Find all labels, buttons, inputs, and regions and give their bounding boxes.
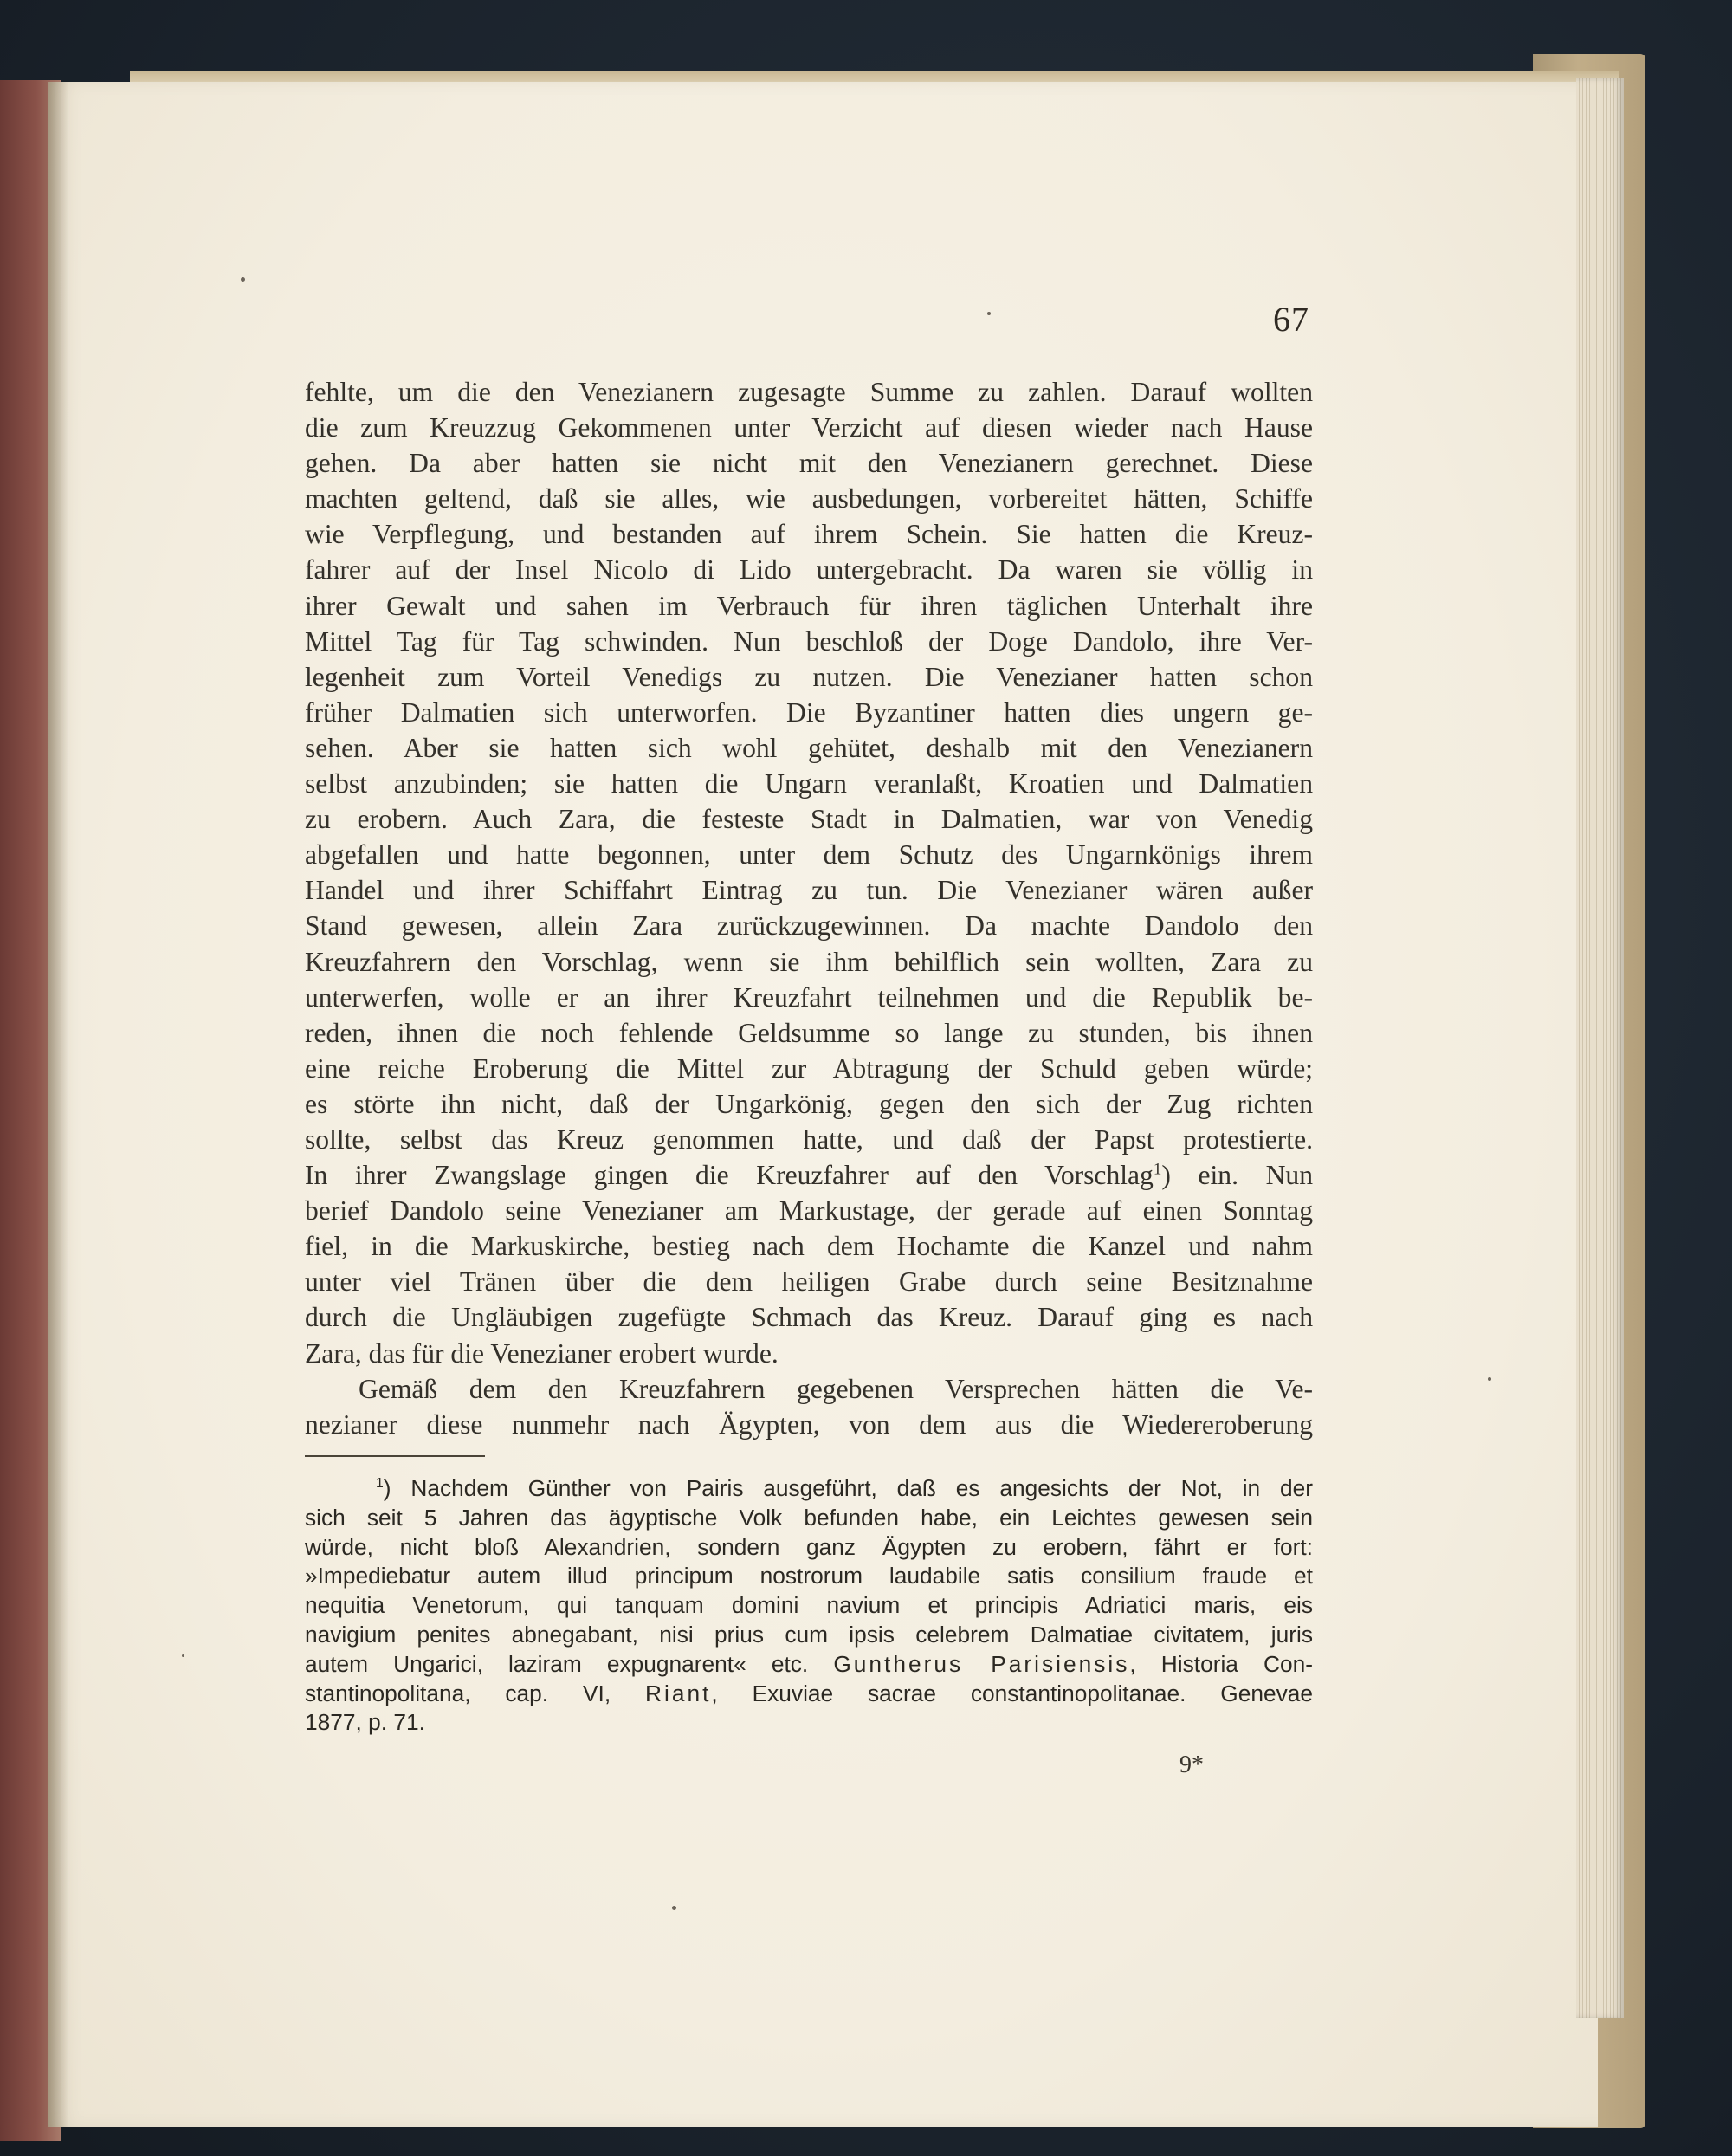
text-line: Stand gewesen, allein Zara zurückzugewinnen. Da machte Dandolo den [305, 910, 1313, 942]
text-line: eine reiche Eroberung die Mittel zur Abtragung der Schuld geben würde; [305, 1052, 1313, 1084]
text-line: selbst anzubinden; sie hatten die Ungarn veranlaßt, Kroatien und Dalmatien [305, 768, 1313, 800]
footnote-reference: 1 [1153, 1160, 1162, 1179]
text-line: legenheit zum Vorteil Venedigs zu nutzen. Die Venezianer hatten schon [305, 661, 1313, 692]
text-line: gehen. Da aber hatten sie nicht mit den Venezianern gerechnet. Diese [305, 448, 1313, 479]
text-line: machten geltend, daß sie alles, wie ausbedungen, vorbereitet hätten, Schiffe [305, 483, 1313, 515]
text-line: durch die Ungläubigen zugefügte Schmach das Kreuz. Darauf ging es nach [305, 1302, 1313, 1333]
footnote-line: sich seit 5 Jahren das ägyptische Volk befunden habe, ein Leichtes gewesen sein [305, 1504, 1313, 1531]
text-line: unter viel Tränen über die dem heiligen Grabe durch seine Besitznahme [305, 1266, 1313, 1298]
text-line: die zum Kreuzzug Gekommenen unter Verzicht auf diesen wieder nach Hause [305, 412, 1313, 444]
text-line: früher Dalmatien sich unterworfen. Die Byzantiner hatten dies ungern ge- [305, 696, 1313, 728]
footnote-divider [305, 1455, 485, 1457]
text-line: reden, ihnen die noch fehlende Geldsumme so lange zu stunden, bis ihnen [305, 1017, 1313, 1048]
text-line: es störte ihn nicht, daß der Ungarkönig, gegen den sich der Zug richten [305, 1088, 1313, 1119]
text-line: Kreuzfahrern den Vorschlag, wenn sie ihm behilflich sein wollten, Zara zu [305, 946, 1313, 977]
footnote-line [305, 1650, 1313, 1680]
author-name: Riant [645, 1680, 712, 1706]
stacked-page-edges [1576, 78, 1624, 2018]
footnote-marker: 1 [376, 1476, 384, 1492]
text-line: berief Dandolo seine Venezianer am Markustage, der gerade auf einen Sonntag [305, 1195, 1313, 1227]
text-line: sehen. Aber sie hatten sich wohl gehütet, deshalb mit den Venezianern [305, 732, 1313, 763]
text-fragment: ) ein. Nun [1161, 1160, 1313, 1191]
footnote-line: 1877, p. 71. [305, 1709, 425, 1736]
text-line: wie Verpflegung, und bestanden auf ihrem Schein. Sie hatten die Kreuz- [305, 519, 1313, 550]
text-line: zu erobern. Auch Zara, die festeste Stadt in Dalmatien, war von Venedig [305, 804, 1313, 835]
text-fragment: stantinopolitana, cap. VI, [305, 1680, 611, 1706]
footnote-line: würde, nicht bloß Alexandrien, sondern ganz Ägypten zu erobern, fährt er fort: [305, 1533, 1313, 1560]
text-fragment: autem Ungarici, laziram expugnarent« etc. [305, 1650, 809, 1677]
text-line: fehlte, um die den Venezianern zugesagte Summe zu zahlen. Darauf wollten [305, 377, 1313, 407]
text-line: nezianer diese nunmehr nach Ägypten, von dem aus die Wiedereroberung [305, 1408, 1313, 1440]
footnote [305, 1474, 1313, 1738]
text-line: sollte, selbst das Kreuz genommen hatte, und daß der Papst protestierte. [305, 1123, 1313, 1155]
text-fragment: , Exuviae sacrae constantinopolitanae. Genevae [711, 1680, 1313, 1706]
text-fragment: In ihrer Zwangslage gingen die Kreuzfahrer auf den Vorschlag [305, 1160, 1154, 1191]
footnote-line [305, 1474, 1313, 1504]
page-number: 67 [1273, 300, 1309, 339]
text-line: fiel, in die Markuskirche, bestieg nach dem Hochamte die Kanzel und nahm [305, 1231, 1313, 1262]
author-name: Guntherus Parisiensis [833, 1650, 1130, 1677]
text-line: Gemäß dem den Kreuzfahrern gegebenen Versprechen hätten die Ve- [359, 1373, 1313, 1404]
text-fragment: ) Nachdem Günther von Pairis ausgeführt, daß es angesichts der Not, in der [383, 1475, 1313, 1501]
paper-speck [182, 1654, 184, 1657]
main-text [305, 374, 1313, 1442]
paper-speck [987, 312, 991, 315]
text-line: unterwerfen, wolle er an ihrer Kreuzfahrt teilnehmen und die Republik be- [305, 981, 1313, 1013]
signature-mark: 9* [1179, 1751, 1204, 1778]
footnote-line: »Impediebatur autem illud principum nostrorum laudabile satis consilium fraude et [305, 1563, 1313, 1589]
text-line-with-note [305, 1157, 1313, 1193]
footnote-line [305, 1680, 1313, 1709]
text-line: fahrer auf der Insel Nicolo di Lido untergebracht. Da waren sie völlig in [305, 554, 1313, 586]
paper-speck [1488, 1377, 1491, 1381]
footnote-line: navigium penites abnegabant, nisi prius cum ipsis celebrem Dalmatiae civitatem, juris [305, 1621, 1313, 1648]
paper-speck [241, 277, 245, 282]
text-line: Handel und ihrer Schiffahrt Eintrag zu tun. Die Venezianer wären außer [305, 875, 1313, 906]
page-gutter-shadow [48, 82, 68, 2127]
text-line: Mittel Tag für Tag schwinden. Nun beschloß der Doge Dandolo, ihre Ver- [305, 625, 1313, 657]
footnote-line: nequitia Venetorum, qui tanquam domini navium et principis Adriatici maris, eis [305, 1592, 1313, 1619]
text-fragment: , Historia Con- [1129, 1650, 1314, 1677]
text-line: abgefallen und hatte begonnen, unter dem Schutz des Ungarnkönigs ihrem [305, 839, 1313, 871]
text-line: Zara, das für die Venezianer erobert wurde. [305, 1337, 779, 1369]
paper-speck [672, 1906, 676, 1910]
text-line: ihrer Gewalt und sahen im Verbrauch für ihren täglichen Unterhalt ihre [305, 590, 1313, 621]
